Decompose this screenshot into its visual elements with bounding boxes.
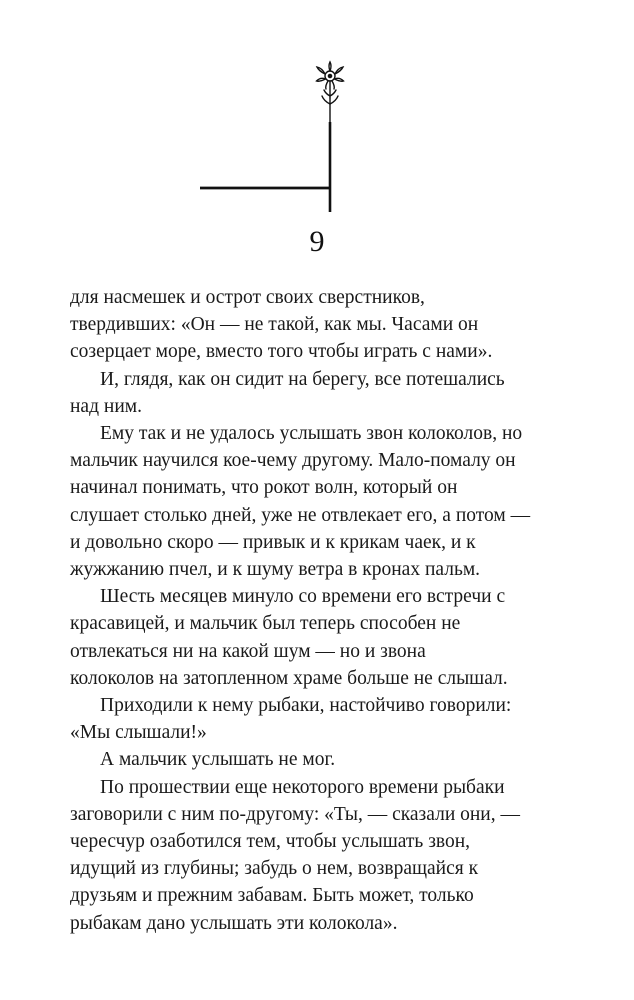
text-line: Приходили к нему рыбаки, настойчиво говорили: bbox=[100, 695, 512, 717]
text-line: и довольно скоро — привык и к крикам чаек, и к bbox=[70, 531, 476, 553]
text-line: Шесть месяцев минуло со времени его встречи с bbox=[100, 586, 506, 608]
chapter-number: 9 bbox=[309, 225, 325, 258]
text-line: Ему так и не удалось услышать звон колоколов, но bbox=[100, 423, 523, 445]
text-line: жужжанию пчел, и к шуму ветра в кронах пальм. bbox=[70, 559, 481, 581]
chapter-ornament bbox=[0, 0, 634, 220]
text-line: А мальчик услышать не мог. bbox=[100, 749, 336, 771]
paragraph bbox=[70, 583, 570, 692]
text-line: созерцает море, вместо того чтобы играть с нами». bbox=[70, 341, 493, 363]
text-line: «Мы слышали!» bbox=[70, 722, 207, 744]
body-text bbox=[70, 284, 570, 937]
paragraph bbox=[70, 420, 570, 583]
text-line: рыбакам дано услышать эти колокола». bbox=[70, 912, 398, 934]
text-line: для насмешек и острот своих сверстников, bbox=[70, 287, 425, 308]
text-line: идущий из глубины; забудь о нем, возвращайся к bbox=[70, 858, 479, 880]
paragraph bbox=[70, 746, 570, 773]
text-line: мальчик научился кое-чему другому. Мало-помалу он bbox=[70, 450, 516, 472]
text-line: заговорили с ним по-другому: «Ты, — сказали они, — bbox=[70, 803, 520, 825]
text-line: колоколов на затопленном храме больше не слышал. bbox=[70, 667, 508, 689]
text-line: твердивших: «Он — не такой, как мы. Часами он bbox=[70, 314, 479, 336]
text-line: слушает столько дней, уже не отвлекает его, а потом — bbox=[70, 504, 531, 526]
paragraph bbox=[70, 692, 570, 746]
paragraph bbox=[70, 774, 570, 937]
text-line: И, глядя, как он сидит на берегу, все потешались bbox=[100, 368, 505, 390]
text-line: По прошествии еще некоторого времени рыбаки bbox=[100, 776, 505, 798]
paragraph bbox=[70, 284, 570, 366]
text-line: над ним. bbox=[70, 395, 142, 417]
text-line: чересчур озаботился тем, чтобы услышать звон, bbox=[70, 831, 471, 853]
text-line: отвлекаться ни на какой шум — но и звона bbox=[70, 640, 426, 662]
text-line: друзьям и прежним забавам. Быть может, только bbox=[70, 885, 474, 907]
paragraph bbox=[70, 366, 570, 420]
text-line: красавицей, и мальчик был теперь способен не bbox=[70, 613, 461, 635]
text-line: начинал понимать, что рокот волн, который он bbox=[70, 477, 458, 499]
flower-branch-icon bbox=[317, 62, 344, 124]
